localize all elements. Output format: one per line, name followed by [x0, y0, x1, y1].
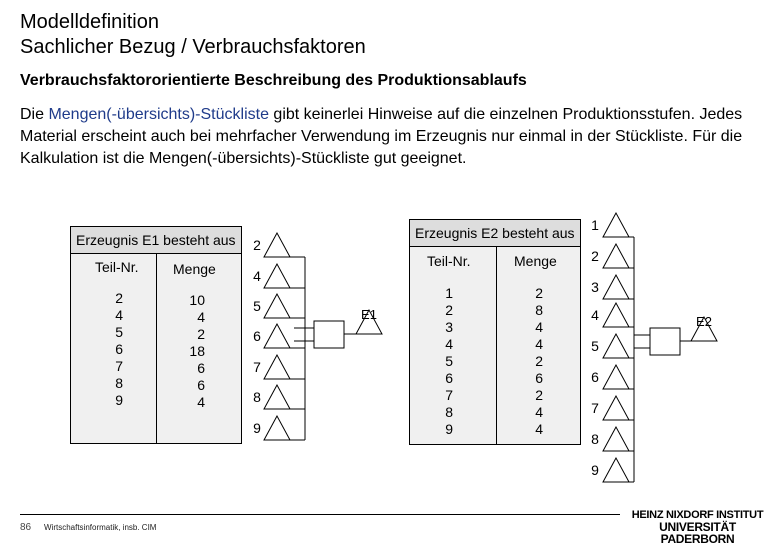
- quantity-cell: 2: [535, 387, 543, 403]
- column-header-part: Teil-Nr.: [427, 253, 471, 269]
- part-triangle-icon: [603, 244, 629, 268]
- structure-diagram-e2: [591, 213, 717, 482]
- quantity-cell: 6: [197, 377, 205, 393]
- part-triangle-icon: [264, 233, 290, 257]
- part-node-label: 8: [591, 431, 599, 447]
- part-triangle-icon: [603, 396, 629, 420]
- part-number-cell: 6: [115, 341, 123, 357]
- quantity-cell: 4: [197, 309, 205, 325]
- product-label: E1: [361, 307, 377, 322]
- structure-diagram-e1: [253, 233, 382, 440]
- quantity-cell: 4: [535, 404, 543, 420]
- part-number-cell: 7: [445, 387, 453, 403]
- part-number-cell: 8: [115, 375, 123, 391]
- part-node-label: 8: [253, 389, 261, 405]
- part-number-cell: 5: [115, 324, 123, 340]
- part-triangle-icon: [603, 213, 629, 237]
- part-node-label: 7: [591, 400, 599, 416]
- part-node-label: 3: [591, 279, 599, 295]
- slide-title: Modelldefinition: [20, 11, 159, 33]
- part-triangle-icon: [264, 385, 290, 409]
- part-triangle-icon: [264, 416, 290, 440]
- part-triangle-icon: [264, 264, 290, 288]
- part-node-label: 4: [591, 307, 599, 323]
- part-triangle-icon: [603, 275, 629, 299]
- quantity-cell: 4: [197, 394, 205, 410]
- slide-title-line2: Sachlicher Bezug / Verbrauchsfaktoren: [20, 36, 366, 58]
- part-node-label: 1: [591, 217, 599, 233]
- body-rest: gibt keinerlei Hinweise auf die einzelnen Produktionsstufen. Jedes Material erscheint auch bei mehrfacher Verwendung im Erzeugnis nur einmal in der Stückliste. Für die Kalkulation ist die Mengen(-übersichts)-Stückliste gut geeignet.: [20, 106, 743, 167]
- page-number: 86: [20, 522, 32, 533]
- column-header-quantity: Menge: [173, 261, 216, 277]
- part-triangle-icon: [603, 365, 629, 389]
- part-node-label: 5: [591, 338, 599, 354]
- part-triangle-icon: [264, 294, 290, 318]
- body-prefix: Die: [20, 106, 49, 123]
- part-triangle-icon: [264, 324, 290, 348]
- quantity-cell: 2: [535, 353, 543, 369]
- part-triangle-icon: [603, 427, 629, 451]
- assembly-operation-box: [650, 328, 680, 355]
- quantity-cell: 18: [189, 343, 205, 359]
- part-triangle-icon: [603, 458, 629, 482]
- column-header-part: Teil-Nr.: [95, 259, 139, 275]
- quantity-cell: 8: [535, 302, 543, 318]
- bom-table-e2-header: Erzeugnis E2 besteht aus: [410, 220, 580, 247]
- column-header-quantity: Menge: [514, 253, 557, 269]
- part-number-cell: 7: [115, 358, 123, 374]
- part-number-cell: 8: [445, 404, 453, 420]
- part-number-cell: 4: [445, 336, 453, 352]
- bom-table-e1-header: Erzeugnis E1 besteht aus: [71, 227, 241, 254]
- part-number-cell: 5: [445, 353, 453, 369]
- part-node-label: 6: [253, 328, 261, 344]
- part-number-cell: 3: [445, 319, 453, 335]
- part-number-cell: 2: [115, 290, 123, 306]
- part-node-label: 9: [591, 462, 599, 478]
- part-number-cell: 2: [445, 302, 453, 318]
- slide-subtitle: Verbrauchsfaktororientierte Beschreibung des Produktionsablaufs: [20, 72, 527, 89]
- footer-text: Wirtschaftsinformatik, insb. CIM: [44, 523, 157, 532]
- logo-line2: UNIVERSITÄT PADERBORN: [659, 520, 736, 546]
- part-triangle-icon: [603, 303, 629, 327]
- quantity-cell: 6: [535, 370, 543, 386]
- part-number-cell: 6: [445, 370, 453, 386]
- part-number-cell: 9: [445, 421, 453, 437]
- logo-line1: HEINZ NIXDORF INSTITUT: [631, 509, 764, 521]
- part-node-label: 4: [253, 268, 261, 284]
- part-triangle-icon: [264, 355, 290, 379]
- quantity-cell: 4: [535, 319, 543, 335]
- footer-divider: [20, 514, 620, 515]
- body-highlight-term: Mengen(-übersichts)-Stückliste: [48, 106, 269, 123]
- product-label: E2: [696, 314, 712, 329]
- part-node-label: 6: [591, 369, 599, 385]
- quantity-cell: 6: [197, 360, 205, 376]
- part-node-label: 7: [253, 359, 261, 375]
- part-number-cell: 1: [445, 285, 453, 301]
- part-node-label: 2: [253, 237, 261, 253]
- part-number-cell: 9: [115, 392, 123, 408]
- part-number-cell: 4: [115, 307, 123, 323]
- quantity-cell: 4: [535, 421, 543, 437]
- part-node-label: 9: [253, 420, 261, 436]
- quantity-cell: 2: [535, 285, 543, 301]
- part-node-label: 5: [253, 298, 261, 314]
- quantity-cell: 10: [189, 292, 205, 308]
- quantity-cell: 4: [535, 336, 543, 352]
- quantity-cell: 2: [197, 326, 205, 342]
- part-node-label: 2: [591, 248, 599, 264]
- assembly-operation-box: [314, 321, 344, 348]
- part-triangle-icon: [603, 334, 629, 358]
